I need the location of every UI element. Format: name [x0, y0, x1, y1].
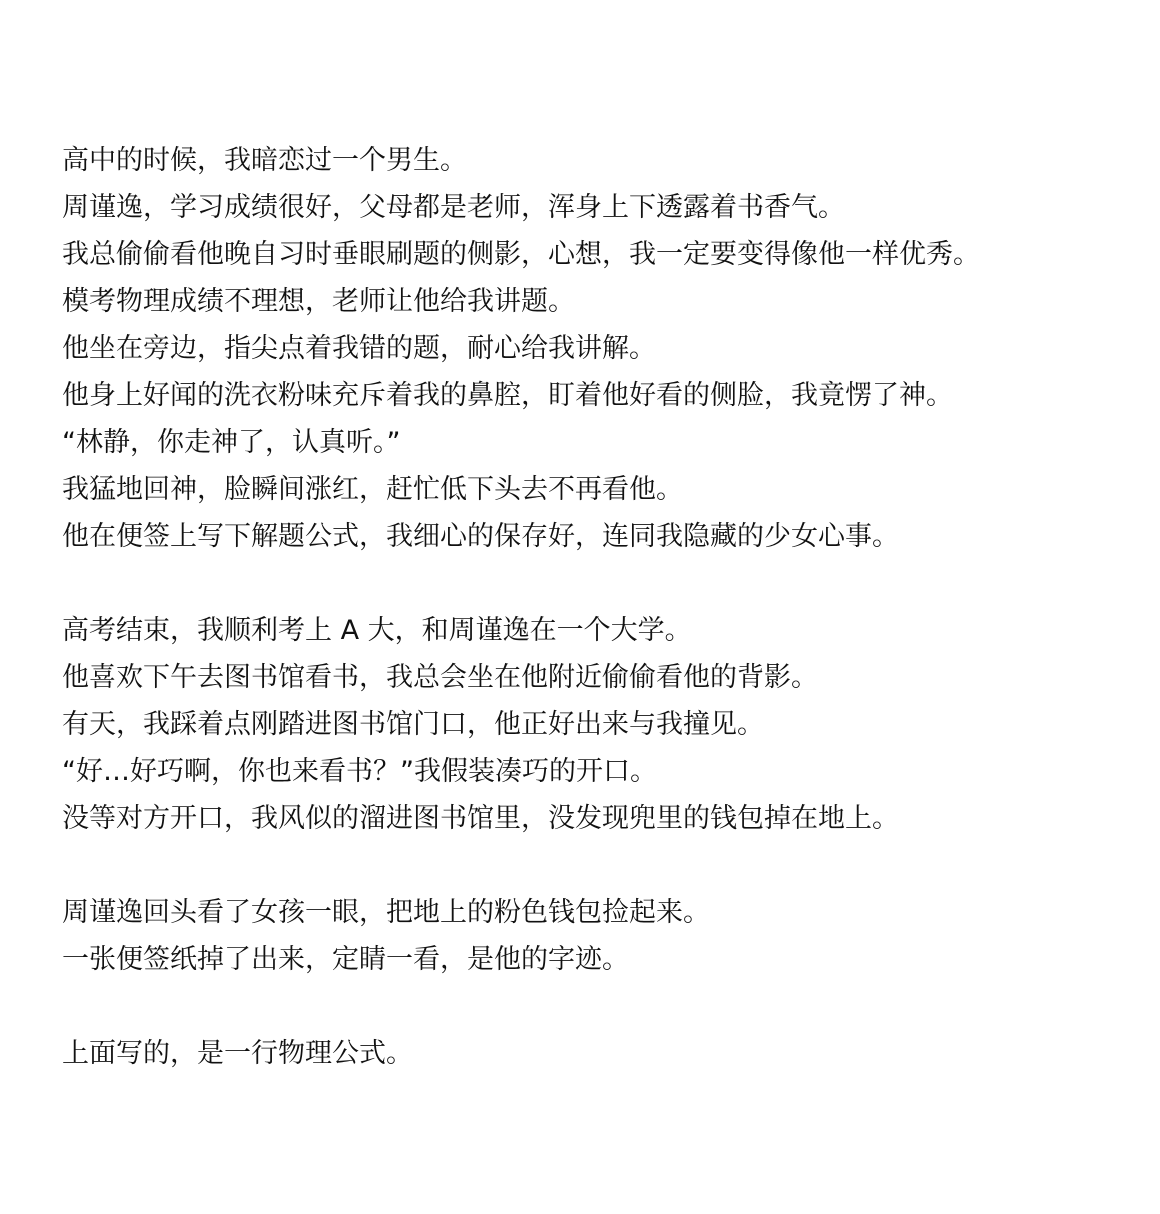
- document-body: [62, 137, 1152, 1124]
- text-line: 模考物理成绩不理想，老师让他给我讲题。: [62, 286, 575, 317]
- text-line: 一张便签纸掉了出来，定睛一看，是他的字迹。: [62, 944, 629, 975]
- text-line: 他身上好闻的洗衣粉味充斥着我的鼻腔，盯着他好看的侧脸，我竟愣了神。: [62, 380, 953, 411]
- text-line: 他在便签上写下解题公式，我细心的保存好，连同我隐藏的少女心事。: [62, 521, 899, 552]
- text-line: “林静，你走神了，认真听。”: [62, 427, 401, 458]
- text-line: 我总偷偷看他晚自习时垂眼刷题的侧影，心想，我一定要变得像他一样优秀。: [62, 239, 980, 270]
- paragraph-3: [62, 889, 1152, 983]
- text-line: 高考结束，我顺利考上 A 大，和周谨逸在一个大学。: [62, 615, 692, 646]
- text-line: 周谨逸，学习成绩很好，父母都是老师，浑身上下透露着书香气。: [62, 192, 845, 223]
- text-line: “好…好巧啊，你也来看书？”我假装凑巧的开口。: [62, 756, 657, 787]
- text-line: 上面写的，是一行物理公式。: [62, 1038, 413, 1069]
- text-line: 有天，我踩着点刚踏进图书馆门口，他正好出来与我撞见。: [62, 709, 764, 740]
- text-line: 没等对方开口，我风似的溜进图书馆里，没发现兜里的钱包掉在地上。: [62, 803, 899, 834]
- text-line: 周谨逸回头看了女孩一眼，把地上的粉色钱包捡起来。: [62, 897, 710, 928]
- paragraph-1: [62, 137, 1152, 560]
- paragraph-4: [62, 1030, 1152, 1077]
- text-line: 他喜欢下午去图书馆看书，我总会坐在他附近偷偷看他的背影。: [62, 662, 818, 693]
- text-line: 我猛地回神，脸瞬间涨红，赶忙低下头去不再看他。: [62, 474, 683, 505]
- text-line: 他坐在旁边，指尖点着我错的题，耐心给我讲解。: [62, 333, 656, 364]
- text-line: 高中的时候，我暗恋过一个男生。: [62, 145, 467, 176]
- paragraph-2: [62, 607, 1152, 842]
